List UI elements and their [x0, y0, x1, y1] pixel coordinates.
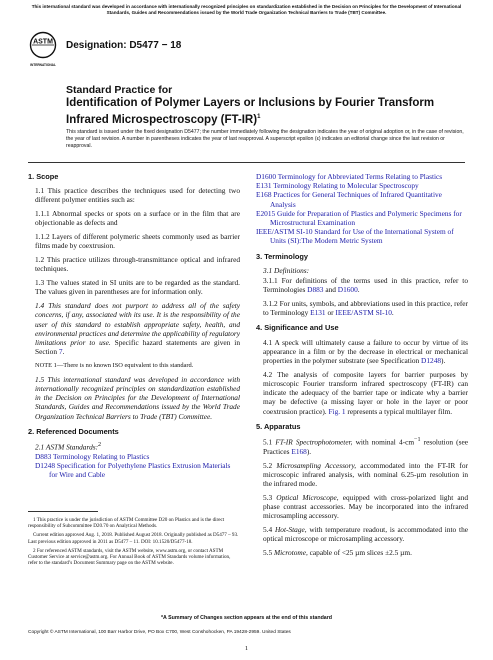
reference-d1248: D1248 Specification for Polyethylene Plastics Extrusion Materials for Wire and Cable — [35, 460, 231, 480]
para-1-4: 1.4 This standard does not purport to address all of the safety concerns, if any, associated with its use. It is the responsibility of the user of this standard to establish appropriate safety, health, and environmental practices and determine the applicability of regulatory limitations prior to use. Specific hazard statements are given in Section 7. — [35, 301, 240, 357]
header-divider — [28, 162, 465, 163]
logo-text: ASTM — [33, 38, 53, 46]
link-d883-term[interactable]: D883 — [307, 285, 324, 295]
footnote-1-edition: Current edition approved Aug. 1, 2018. Published August 2018. Originally published as D5477 – 93. Last previous edition approved in 2011 as D5477 – 11. DOI: 10.1520/D5477-18. — [28, 532, 239, 545]
logo-subtext: INTERNATIONAL — [30, 63, 56, 67]
footnote-divider — [28, 511, 98, 512]
footnote-2: 2 For referenced ASTM standards, visit the ASTM website, www.astm.org, or contact ASTM Customer Service at service@astm.org. For Annual Book of ASTM Standards volume information, refer to the standard’s Document Summary page on the ASTM website. — [28, 547, 231, 567]
para-3-1: 3.1 Definitions: — [263, 265, 310, 275]
link-d883[interactable]: D883 — [35, 451, 52, 461]
para-5-5: 5.5 Microtome, capable of <25 µm slices ±2.5 µm. — [263, 547, 412, 557]
note-1: NOTE 1—There is no known ISO equivalent to this standard. — [35, 362, 194, 370]
para-5-3: 5.3 Optical Microscope, equipped with cross-polarized light and phase contrast accessories. May be incorporated into the infrared microsampling accessory. — [263, 492, 468, 521]
issue-note: This standard is issued under the fixed designation D5477; the number immediately following the designation indicates the year of original adoption or, in the case of revision, the year of last revision. A number in parentheses indicates the year of last reapproval. A superscript epsilon (ε) indicates an editorial change since the last revision or reapproval. — [66, 129, 464, 149]
para-1-1-2: 1.1.2 Layers of different polymeric sheets commonly used as barrier films made by coextrusion. — [35, 232, 240, 251]
link-fig-1[interactable]: Fig. 1 — [328, 406, 346, 416]
reference-si10: IEEE/ASTM SI-10 Standard for Use of the International System of Units (SI):The Modern Metric System — [256, 227, 454, 246]
footnotes — [28, 517, 240, 569]
page-number: 1 — [244, 645, 249, 652]
reference-e2015: E2015 Guide for Preparation of Plastics and Polymeric Specimens for Microstructural Examination — [256, 208, 462, 228]
tbt-notice: This international standard was developed in accordance with internationally recognized principles on standardization established in the Decision on Principles for the Development of International Standards, Guides and Recommendations issued by the World Trade Organization Technical Barriers to Trade (TBT) Committee. — [31, 4, 462, 15]
title-line2: Identification of Polymer Layers or Inclusions by Fourier Transform Infrared Microspectroscopy $(FT-IR)^1$ — [66, 97, 435, 126]
left-column — [28, 172, 240, 479]
astm-logo — [28, 31, 58, 69]
reference-d1600: D1600 Terminology for Abbreviated Terms Relating to Plastics — [256, 172, 443, 181]
reference-d883: D883 Terminology Relating to Plastics — [35, 451, 150, 461]
para-3-1-2: 3.1.2 For units, symbols, and abbreviations used in this practice, refer to Terminology E131 or IEEE/ASTM SI-10. — [263, 299, 468, 318]
para-4-1: 4.1 A speck will ultimately cause a failure to occur by virtue of its appearance in a film or by the decrease in electrical or mechanical properties in the polymer substrate (see Specification D1248). — [263, 337, 468, 366]
section-1-heading: 1. Scope — [28, 172, 59, 181]
link-d1248-spec[interactable]: D1248 — [421, 356, 442, 366]
reference-e131: E131 Terminology Relating to Molecular Spectroscopy — [256, 181, 419, 191]
para-1-3: 1.3 The values stated in SI units are to be regarded as the standard. The values given in parentheses are for information only. — [35, 278, 240, 297]
para-1-1: 1.1 This practice describes the techniques used for detecting two different polymer entities such as: — [35, 186, 240, 205]
section-2-heading: 2. Referenced Documents — [28, 426, 119, 436]
para-4-2: 4.2 The analysis of composite layers for barrier purposes by microscopic Fourier transform infrared spectroscopy (FT-IR) can indicate the adequacy of the barrier tape or indicate why a barrier may be defective (a missing layer or hole in the layer or poor coextrusion practice). Fig. 1 represents a typical multilayer film. — [263, 369, 468, 416]
designation: Designation: D5477 − 18 — [66, 40, 182, 51]
title-line1: Standard Practice for — [66, 84, 173, 96]
para-3-1-1: 3.1.1 For definitions of the terms used in this practice, refer to Terminologies D883 and D1600. — [263, 276, 468, 295]
para-2-1: 2.1 ASTM Standards:$^2$ — [35, 442, 102, 452]
para-1-1-1: 1.1.1 Abnormal specks or spots on a surface or in the film that are objectionable as defects and — [35, 209, 240, 228]
link-e168[interactable]: E168 — [256, 190, 272, 200]
para-5-1: 5.1 FT-IR Spectrophotometer, with nominal $4-cm^{-1}$ resolution (see Practices E168). — [263, 437, 468, 456]
link-e168-apparatus[interactable]: E168 — [291, 446, 307, 456]
para-5-2: 5.2 Microsampling Accessory, accommodated into the FT-IR for microscopic infrared analysis, with nominal 6.25-µm resolution in the infrared mode. — [263, 460, 468, 488]
section-5-heading: 5. Apparatus — [256, 421, 301, 431]
link-si10-term[interactable]: IEEE/ASTM SI-10 — [335, 308, 392, 318]
section-3-heading: 3. Terminology — [256, 251, 309, 261]
link-e131-term[interactable]: E131 — [310, 308, 326, 318]
document-title — [66, 84, 446, 127]
link-d1248[interactable]: D1248 — [35, 460, 55, 470]
link-section-7[interactable]: 7 — [58, 347, 63, 357]
link-e2015[interactable]: E2015 — [256, 208, 276, 218]
section-4-heading: 4. Significance and Use — [256, 323, 339, 333]
para-1-5: 1.5 This international standard was developed in accordance with internationally recognized principles on standardization established in the Decision on Principles for the Development of International Standards, Guides and Recommendations issued by the World Trade Organization Technical Barriers to Trade (TBT) Committee. — [35, 374, 240, 421]
right-column — [256, 172, 468, 562]
link-d1600-term[interactable]: D1600 — [337, 285, 358, 295]
para-1-2: 1.2 This practice utilizes through-transmittance optical and infrared techniques. — [35, 255, 240, 274]
link-d1600[interactable]: D1600 — [256, 172, 276, 181]
summary-of-changes-note: *A Summary of Changes section appears at the end of this standard — [160, 615, 333, 621]
link-e131[interactable]: E131 — [256, 181, 272, 191]
reference-e168: E168 Practices for General Techniques of Infrared Quantitative Analysis — [256, 190, 442, 209]
link-si10[interactable]: IEEE/ASTM SI-10 — [256, 227, 313, 237]
footnote-1: 1 This practice is under the jurisdiction of ASTM Committee D20 on Plastics and is the direct responsibility of Subcommittee D20.70 on Analytical Methods. — [28, 517, 225, 530]
para-5-4: 5.4 Hot-Stage, with temperature readout, is accommodated into the optical microscope or microsampling accessory. — [263, 524, 469, 544]
copyright-line: Copyright © ASTM International, 100 Barr Harbor Drive, PO Box C700, West Conshohocken, PA 19428-2959. United States — [28, 630, 291, 635]
